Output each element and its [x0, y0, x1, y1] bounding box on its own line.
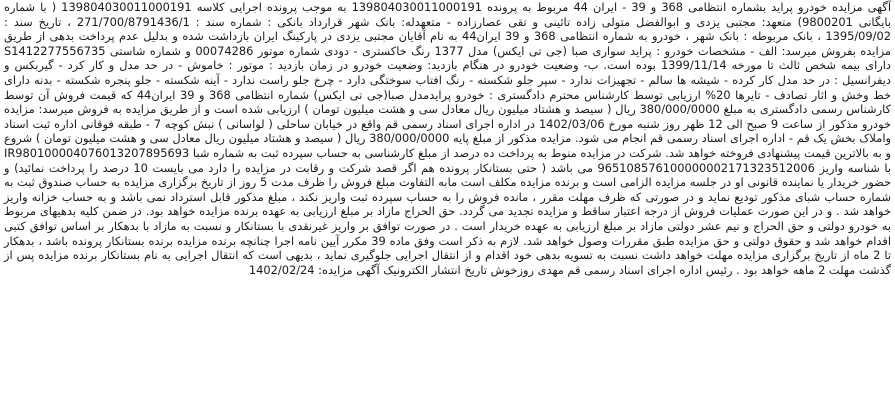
notice-body-text: آگهی مزایده خودرو پراید بشماره انتظامی 368 و 39 - ایران 44 مربوط به پرونده 139804030011000191 به موجب پرونده اجرایی کلاسه 139804030011000191 ( با شماره بایگانی 9800201) متعهد: مجتبی یزدی و ابوالفضل متولی زاده تائینی و تقی عصارزاده - متعهدله: بانک شهر قرارداد بانکی : شماره سند : 271/700/8791436/1 ، تاریخ سند : 1395/09/02 ، بانک مربوطه : بانک شهر ، خودرو به شماره انتظامی 368 و 39 ایران44 به نام آقایان مجتبی یزدی در پارکینگ ایران بازداشت شده و بدلیل عدم پرداخت بدهی از طریق مزایده بفروش میرسد: الف - مشخصات خودرو : پراید سواری صبا (جی تی ایکس) مدل 1377 رنگ خاکستری - دودی شماره موتور 00074286 و شماره شاستی S1412277556735 دارای بیمه شخص ثالث تا مورخه 1399/11/14 بوده است. ب- وضعیت خودرو در هنگام بازدید: وضعیت خودرو در زمان بازدید : موتور : خاموش - در حد مدل و کار کرد - گیربکس و دیفرانسیل : در حد مدل کار کرده - شیشه ها سالم - تجهیزات ندارد - سپر جلو شکسته - رنگ افتاب سوختگی دارد - چرخ جلو راست ندارد - آینه شکسته - جلو پنجره شکسته - بدنه دارای خط وخش و اثار تصادف - تایرها 20% ارزیابی توسط کارشناس محترم دادگستری : خودرو پرایدمدل صبا(جی تی ایکس) شماره انتظامی 368 و 39 ایران44 که قیمت فروش آن توسط کارشناس رسمی دادگستری به مبلغ 380/000/0000 ریال ( سیصد و هشتاد میلیون ریال معادل سی و هشت میلیون تومان ) ارزیابی شده است و از طریق مزایده به فروش میرسد: مزایده خودرو مذکور از ساعت 9 صبح الی 12 ظهر روز شنبه مورخ 1402/03/06 در اداره اجرای اسناد رسمی قم واقع در خیابان ساحلی ( لواسانی ) نبش کوچه 7 - طبقه فوقانی اداره ثبت اسناد واملاک بخش یک قم - اداره اجرای اسناد رسمی قم انجام می شود. مزایده مذکور از مبلغ پایه 380/000/0000 ریال ( سیصد و هشتاد میلیون ریال معادل سی و هشت میلیون تومان ) شروع و به بالاترین قیمت پیشنهادی فروخته خواهد شد. شرکت در مزایده منوط به پرداخت ده درصد از مبلغ کارشناسی به حساب سپرده ثبت به شماره شبا IR980100004076013207895693 با شناسه واریز 965108576100000002171323512006 می باشد ( حتی بستانکار پرونده هم اگر قصد شرکت و رقابت در مزایده را دارد می بایست 10 درصد را پرداخت نمائید) و حضور خریدار یا نماینده قانونی او در جلسه مزایده الزامی است و برنده مزایده مکلف است مابه التفاوت مبلغ فروش را ظرف مدت 5 روز از تاریخ برگزاری مزایده به حساب صندوق ثبت به شماره حساب شبای مذکور تودیع نماید و در صورتی که ظرف مهلت مقرر ، مانده فروش را به حساب سپرده ثبت واریز نکند ، مبلغ مذکور قابل استرداد نمی باشد و به حساب خزانه واریز خواهد شد . و در این صورت عملیات فروش از درجه اعتبار ساقط و مزایده تجدید می گردد. حق الحراج مازاد بر مبلغ ارزیابی به عهده برنده مزایده خواهد بود. در ضمن کلیه بدهیهای مربوط به خودرو دولتی و حق الحراج و نیم عشر دولتی مازاد بر مبلغ ارزیابی به عهده خریدار است . در صورت توافق بر واریز غیرنقدی با بستانکار و نسبت به مازاد با بدهکار بر اساس توافق کتبی اقدام خواهد شد و حقوق دولتی و حق مزایده طبق مقررات وصول خواهد شد. لازم به ذکر است وفق ماده 39 مکرر آیین نامه اجرا چنانچه برنده مزایده برنده بستانکار پرونده باشد ، بدهکار تا 2 ماه از تاریخ برگزاری مزایده مهلت خواهد داشت نسبت به تسویه بدهی خود اقدام و از انتقال اجرایی جلوگیری نماید ، بدیهی است که انتقال اجرایی به نام بستانکار برنده مزایده پس از گذشت مهلت 2 ماهه خواهد بود . رئیس اداره اجرای اسناد رسمی قم مهدی روزخوش تاریخ انتشار الکترونیک آگهی مزایده: 1402/02/24 — [4, 0, 892, 277]
